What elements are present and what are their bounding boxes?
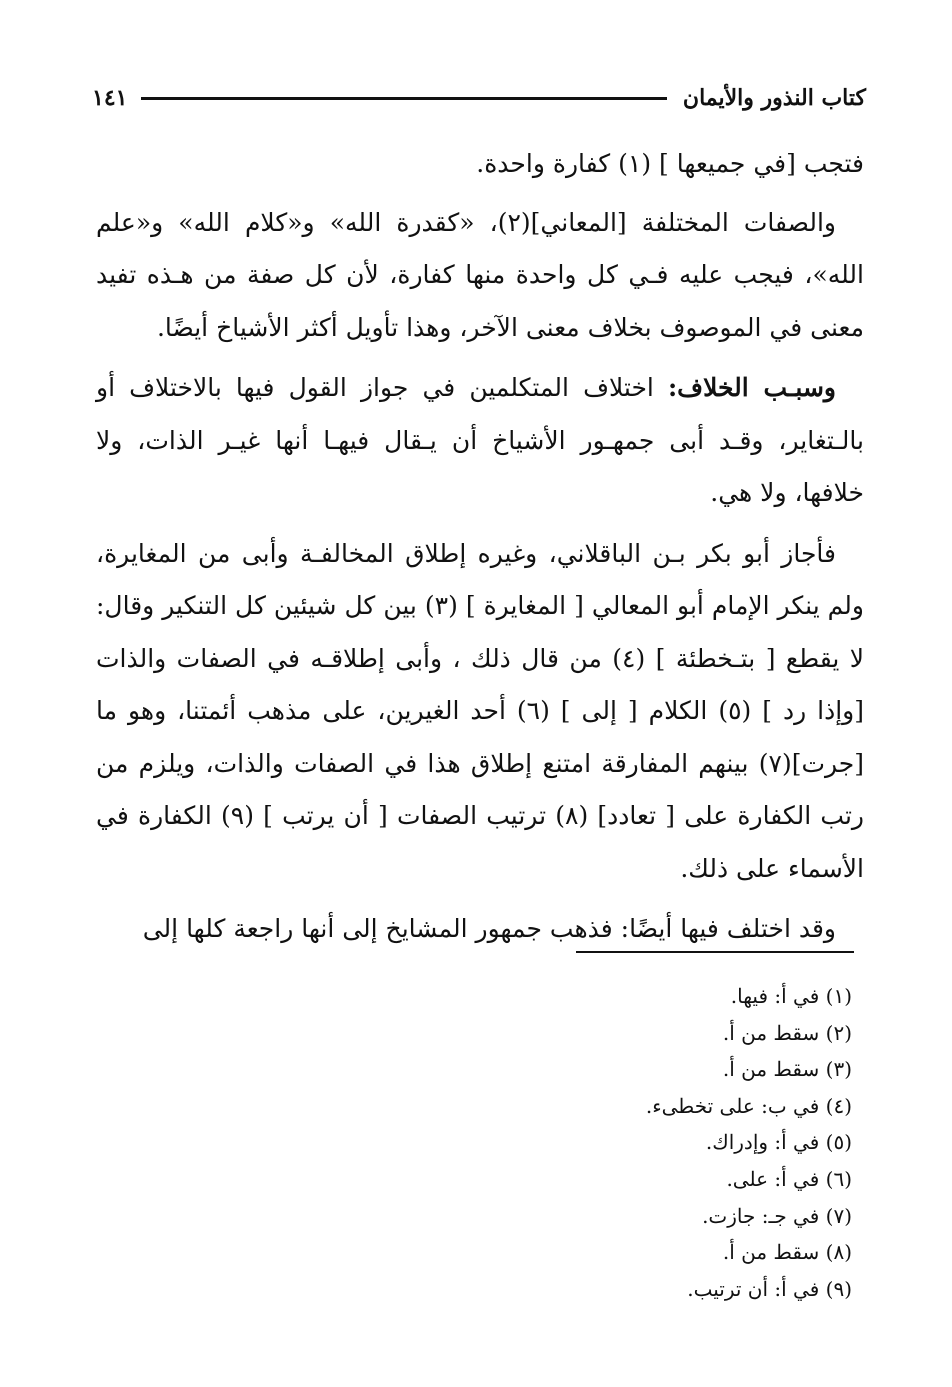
footnotes-list <box>432 978 852 1307</box>
footnote-9: (٩) في أ: أن ترتيب. <box>687 1276 852 1301</box>
running-title: كتاب النذور والأيمان <box>682 85 866 111</box>
footnote-5: (٥) في أ: وإدراك. <box>705 1130 852 1155</box>
footnote-7: (٧) في جـ: جازت. <box>702 1203 852 1228</box>
paragraph-3-text: اختلاف المتكلمين في جواز القول فيها بالاختلاف أو بالـتغاير، وقـد أبى جمهـور الأشياخ أن يـقال فيهـا أنها غيـر الذات، ولا خلافها، ولا هي. <box>96 373 864 507</box>
paragraph-2: والصفات المختلفة [المعاني](٢)، «كقدرة الله» و«كلام الله» و«علم الله»، فيجب عليه فـي كل واحدة منها كفارة، لأن كل صفة من هـذه تفيد معنى في الموصوف بخلاف معنى الآخر، وهذا تأويل أكثر الأشياخ أيضًا. <box>96 207 864 342</box>
footnote-divider <box>576 951 854 953</box>
paragraph-3-lead: وسبـب الخلاف: <box>667 373 836 402</box>
paragraph-5: وقد اختلف فيها أيضًا: فذهب جمهور المشايخ إلى أنها راجعة كلها إلى <box>142 914 836 943</box>
footnote-2: (٢) سقط من أ. <box>722 1020 852 1045</box>
footnote-3: (٣) سقط من أ. <box>722 1057 852 1082</box>
paragraph-4: فأجاز أبو بكر بـن الباقلاني، وغيره إطلاق المخالفـة وأبى من المغايرة، ولم ينكر الإمام أبو المعالي [ المغايرة ] (٣) بين كل شيئين كل التنكير وقال: لا يقطع [ بتـخطئة ] (٤) من قال ذلك ، وأبى إطلاقـه في الصفات والذات [وإذا رد ] (٥) الكلام [ إلى ] (٦) أحد الغيرين، على مذهب أئمتنا، وهو ما [جرت](٧) بينهم المفارقة امتنع إطلاق هذا في الصفات والذات، ويلزم من رتب الكفارة على [ تعادد] (٨) ترتيب الصفات [ أن يرتب ] (٩) الكفارة في الأسماء على ذلك. <box>96 538 864 883</box>
footnote-4: (٤) في ب: على تخطىء. <box>645 1093 852 1118</box>
footnote-6: (٦) في أ: على. <box>726 1166 852 1191</box>
footnote-1: (١) في أ: فيها. <box>730 984 852 1008</box>
page-header <box>92 78 866 118</box>
page-number: ١٤١ <box>92 85 128 111</box>
footnote-8: (٨) سقط من أ. <box>722 1240 852 1265</box>
paragraph-1: فتجب [في جميعها ] (١) كفارة واحدة. <box>476 149 864 178</box>
paragraph-3 <box>96 362 864 520</box>
header-rule <box>141 97 666 100</box>
main-text <box>96 138 864 964</box>
